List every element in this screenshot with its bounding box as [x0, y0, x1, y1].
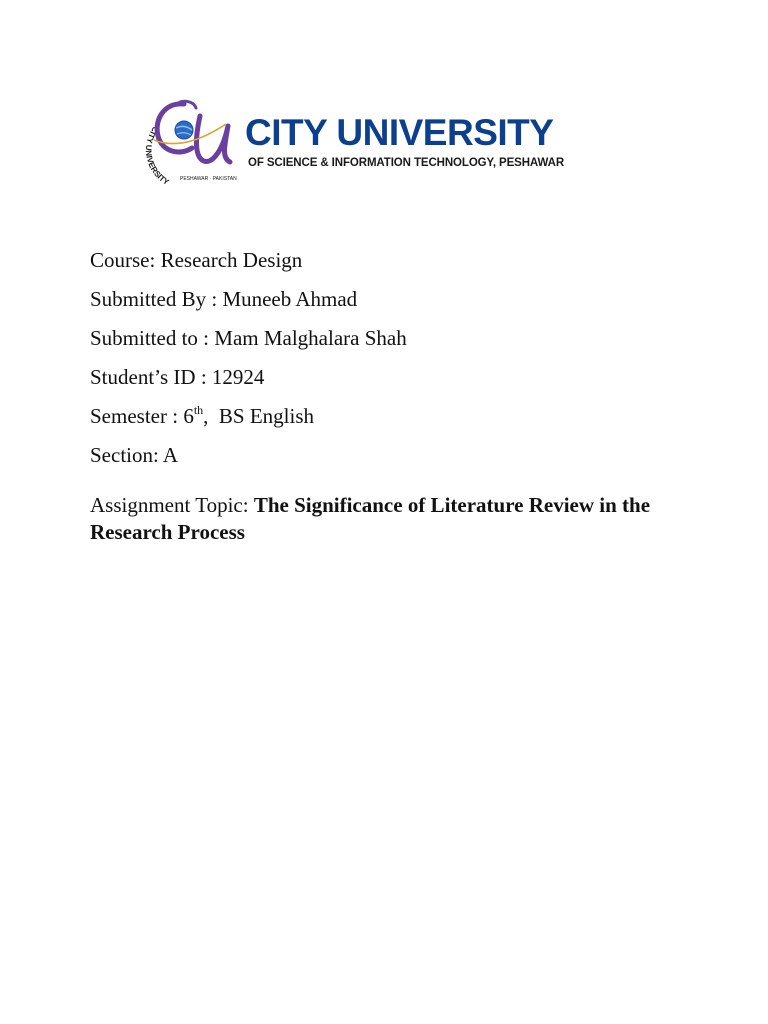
section-line — [90, 445, 690, 484]
submitted-by-value: Muneeb Ahmad — [222, 287, 358, 311]
semester-program: , BS English — [203, 404, 315, 428]
student-id-label: Student’s ID : — [90, 365, 207, 389]
university-seal-logo — [140, 96, 240, 192]
university-name: CITY UNIVERSITY — [245, 112, 554, 153]
semester-line — [90, 403, 690, 445]
university-header — [140, 96, 570, 192]
student-id-value: 12924 — [211, 365, 265, 389]
course-line — [90, 250, 690, 289]
submitted-to-line — [90, 328, 690, 367]
assignment-topic-title: The Significance of Literature Review in the Research Process — [90, 493, 651, 544]
semester-ordinal-suffix: th — [193, 403, 204, 417]
assignment-topic — [90, 492, 690, 546]
semester-number: 6 — [183, 404, 194, 428]
svg-text:CITY UNIVERSITY: CITY UNIVERSITY — [143, 124, 171, 187]
submitted-to-value: Mam Malghalara Shah — [214, 326, 407, 350]
course-value: Research Design — [160, 248, 303, 272]
cover-details — [90, 250, 690, 546]
assignment-topic-label: Assignment Topic: — [90, 493, 249, 517]
semester-label: Semester : — [90, 404, 179, 428]
submitted-by-label: Submitted By : — [90, 287, 218, 311]
university-subtitle: OF SCIENCE & INFORMATION TECHNOLOGY, PESHAWAR — [248, 157, 565, 169]
section-label: Section: — [90, 443, 159, 467]
section-value: A — [162, 443, 179, 467]
svg-text:PESHAWAR · PAKISTAN: PESHAWAR · PAKISTAN — [180, 176, 237, 182]
submitted-to-label: Submitted to : — [90, 326, 210, 350]
course-label: Course: — [90, 248, 156, 272]
submitted-by-line — [90, 289, 690, 328]
student-id-line — [90, 367, 690, 406]
